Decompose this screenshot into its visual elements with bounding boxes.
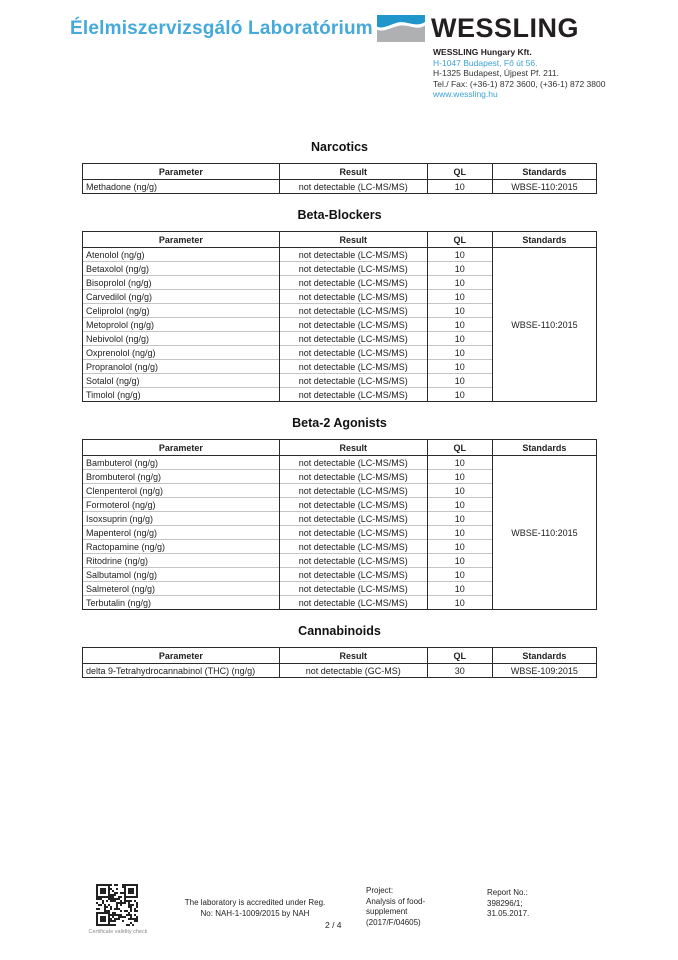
wessling-wave-logo-icon [377,15,425,42]
table-header-row [83,648,597,664]
column-header-result: Result [279,164,427,180]
telfax-line: Tel./ Fax: (+36-1) 872 3600, (+36-1) 872 3800 [433,78,606,89]
parameter-cell: Mapenterol (ng/g) [83,526,280,540]
ql-cell: 10 [427,540,492,554]
ql-cell: 10 [427,568,492,582]
section-title: Cannabinoids [298,624,381,638]
result-cell: not detectable (LC-MS/MS) [279,360,427,374]
result-cell: not detectable (GC-MS) [279,664,427,678]
result-cell: not detectable (LC-MS/MS) [279,276,427,290]
parameter-cell: Sotalol (ng/g) [83,374,280,388]
result-cell: not detectable (LC-MS/MS) [279,512,427,526]
result-cell: not detectable (LC-MS/MS) [279,318,427,332]
result-cell: not detectable (LC-MS/MS) [279,540,427,554]
parameter-cell: Isoxsuprin (ng/g) [83,512,280,526]
column-header-standards: Standards [492,164,596,180]
table-row [83,248,597,262]
table-row [83,664,597,678]
report-sections [82,140,597,678]
result-cell: not detectable (LC-MS/MS) [279,262,427,276]
ql-cell: 10 [427,388,492,402]
ql-cell: 10 [427,318,492,332]
parameter-cell: Methadone (ng/g) [83,180,280,194]
result-cell: not detectable (LC-MS/MS) [279,582,427,596]
lab-title: Élelmiszervizsgáló Laboratórium [70,18,373,39]
column-header-result: Result [279,440,427,456]
parameter-cell: Clenpenterol (ng/g) [83,484,280,498]
ql-cell: 10 [427,554,492,568]
parameter-cell: Bisoprolol (ng/g) [83,276,280,290]
report-date: 31.05.2017. [487,909,530,918]
ql-cell: 10 [427,582,492,596]
ql-cell: 10 [427,262,492,276]
project-line-3: (2017/F/04605) [366,917,421,927]
brand-name: WESSLING [431,13,580,43]
address-line-1: H-1047 Budapest, Fő út 56. [433,57,538,68]
website-link[interactable]: www.wessling.hu [433,89,498,99]
parameter-cell: Salmeterol (ng/g) [83,582,280,596]
column-header-result: Result [279,232,427,248]
result-cell: not detectable (LC-MS/MS) [279,568,427,582]
result-cell: not detectable (LC-MS/MS) [279,180,427,194]
result-cell: not detectable (LC-MS/MS) [279,596,427,610]
parameter-cell: Formoterol (ng/g) [83,498,280,512]
result-cell: not detectable (LC-MS/MS) [279,346,427,360]
report-number-label: Report No.: [487,888,528,897]
ql-cell: 10 [427,290,492,304]
ql-cell: 10 [427,276,492,290]
accreditation-line-2: No: NAH-1-1009/2015 by NAH [200,909,310,918]
parameter-cell: Bambuterol (ng/g) [83,456,280,470]
project-line-1: Analysis of food- [366,896,426,906]
parameter-cell: Celiprolol (ng/g) [83,304,280,318]
results-table [82,163,597,194]
report-number-block [487,888,597,920]
project-block [366,886,476,928]
ql-cell: 10 [427,512,492,526]
ql-cell: 10 [427,374,492,388]
result-cell: not detectable (LC-MS/MS) [279,248,427,262]
report-number-value: 398296/1; [487,898,523,908]
result-cell: not detectable (LC-MS/MS) [279,554,427,568]
standard-cell: WBSE-110:2015 [492,456,596,610]
ql-cell: 10 [427,248,492,262]
column-header-ql: QL [427,164,492,180]
parameter-cell: Propranolol (ng/g) [83,360,280,374]
ql-cell: 10 [427,484,492,498]
column-header-ql: QL [427,648,492,664]
ql-cell: 10 [427,596,492,610]
result-cell: not detectable (LC-MS/MS) [279,388,427,402]
column-header-parameter: Parameter [83,648,280,664]
brand-block [377,13,605,100]
column-header-parameter: Parameter [83,440,280,456]
result-cell: not detectable (LC-MS/MS) [279,332,427,346]
column-header-standards: Standards [492,440,596,456]
ql-cell: 10 [427,304,492,318]
qr-caption: Certificate validity check [88,929,148,935]
table-row [83,180,597,194]
parameter-cell: Timolol (ng/g) [83,388,280,402]
table-row [83,456,597,470]
ql-cell: 10 [427,526,492,540]
result-cell: not detectable (LC-MS/MS) [279,304,427,318]
parameter-cell: Terbutalin (ng/g) [83,596,280,610]
table-header-row [83,164,597,180]
ql-cell: 10 [427,498,492,512]
result-cell: not detectable (LC-MS/MS) [279,470,427,484]
parameter-cell: Betaxolol (ng/g) [83,262,280,276]
parameter-cell: Nebivolol (ng/g) [83,332,280,346]
ql-cell: 10 [427,332,492,346]
result-cell: not detectable (LC-MS/MS) [279,290,427,304]
column-header-ql: QL [427,232,492,248]
result-cell: not detectable (LC-MS/MS) [279,484,427,498]
parameter-cell: delta 9-Tetrahydrocannabinol (THC) (ng/g) [83,664,280,678]
column-header-standards: Standards [492,648,596,664]
ql-cell: 30 [427,664,492,678]
table-header-row [83,232,597,248]
result-cell: not detectable (LC-MS/MS) [279,374,427,388]
parameter-cell: Atenolol (ng/g) [83,248,280,262]
parameter-cell: Ritodrine (ng/g) [83,554,280,568]
accreditation-line-1: The laboratory is accredited under Reg. [184,898,326,907]
column-header-parameter: Parameter [83,164,280,180]
column-header-result: Result [279,648,427,664]
qr-code[interactable] [96,884,138,926]
address-block [433,47,605,100]
parameter-cell: Ractopamine (ng/g) [83,540,280,554]
column-header-parameter: Parameter [83,232,280,248]
project-line-2: supplement [366,907,408,916]
column-header-standards: Standards [492,232,596,248]
standard-cell: WBSE-110:2015 [492,180,596,194]
result-cell: not detectable (LC-MS/MS) [279,526,427,540]
column-header-ql: QL [427,440,492,456]
section-title: Narcotics [311,140,368,154]
parameter-cell: Metoprolol (ng/g) [83,318,280,332]
company-name: WESSLING Hungary Kft. [433,47,532,57]
standard-cell: WBSE-110:2015 [492,248,596,402]
results-table [82,231,597,402]
results-table [82,439,597,610]
parameter-cell: Salbutamol (ng/g) [83,568,280,582]
standard-cell: WBSE-109:2015 [492,664,596,678]
parameter-cell: Oxprenolol (ng/g) [83,346,280,360]
ql-cell: 10 [427,456,492,470]
project-label: Project: [366,886,394,895]
result-cell: not detectable (LC-MS/MS) [279,456,427,470]
ql-cell: 10 [427,470,492,484]
ql-cell: 10 [427,360,492,374]
page-number: 2 / 4 [325,920,342,930]
result-cell: not detectable (LC-MS/MS) [279,498,427,512]
accreditation-note [145,897,365,919]
ql-cell: 10 [427,346,492,360]
address-line-2: H-1325 Budapest, Újpest Pf. 211. [433,68,560,78]
section-title: Beta-2 Agonists [292,416,387,430]
parameter-cell: Brombuterol (ng/g) [83,470,280,484]
parameter-cell: Carvedilol (ng/g) [83,290,280,304]
section-title: Beta-Blockers [297,208,382,222]
ql-cell: 10 [427,180,492,194]
results-table [82,647,597,678]
table-header-row [83,440,597,456]
